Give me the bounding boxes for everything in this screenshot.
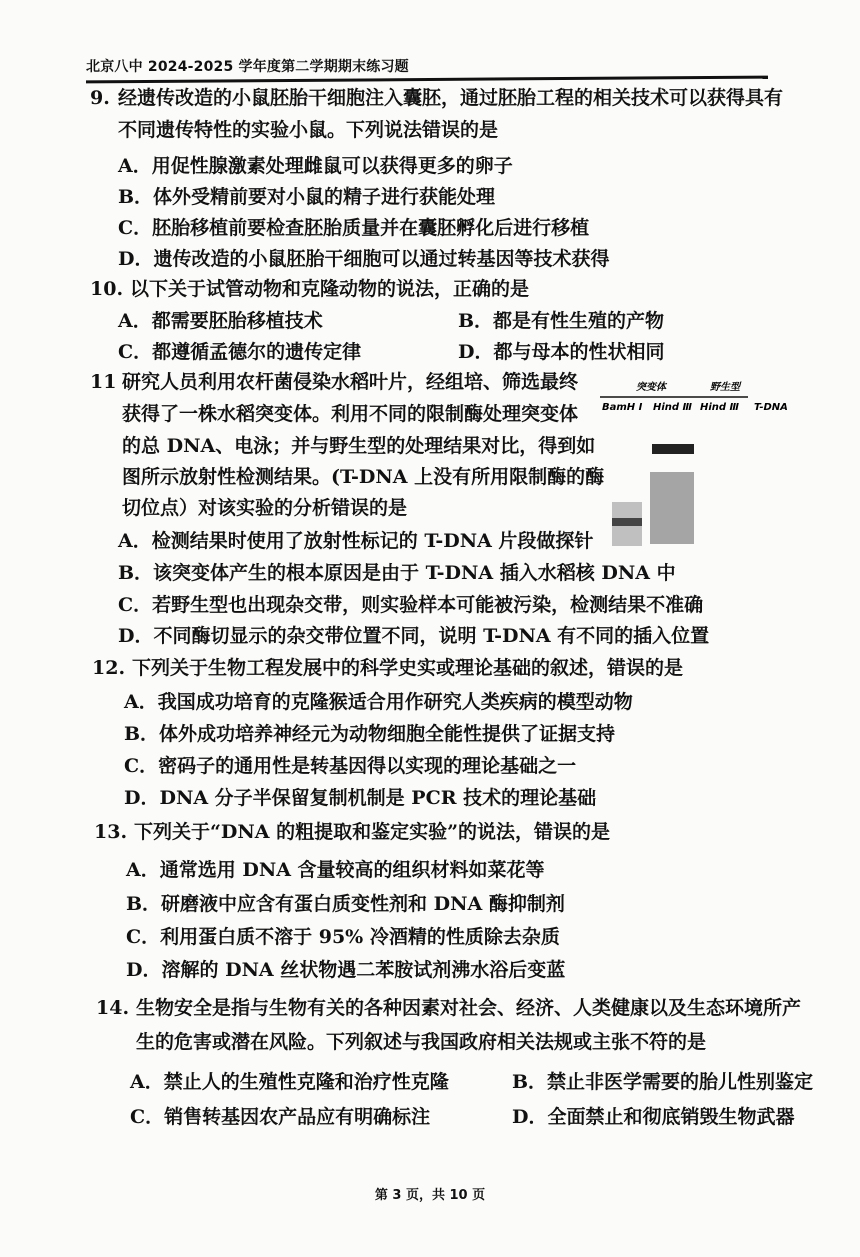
question-11-stem-line-2: 获得了一株水稻突变体。利用不同的限制酶处理突变体 <box>122 403 579 425</box>
gel-group-wildtype: 野生型 <box>710 382 740 393</box>
gel-lane-label-3: Hind Ⅲ <box>700 402 740 413</box>
question-12-number: 12. <box>92 657 126 679</box>
question-14-option-d: D．全面禁止和彻底销毁生物武器 <box>512 1106 795 1128</box>
question-9-stem-line-1: 经遗传改造的小鼠胚胎干细胞注入囊胚，通过胚胎工程的相关技术可以获得具有 <box>118 87 784 109</box>
question-11-option-a: A．检测结果时使用了放射性标记的 T-DNA 片段做探针 <box>118 530 594 552</box>
question-11-option-c: C．若野生型也出现杂交带，则实验样本可能被污染，检测结果不准确 <box>118 594 704 616</box>
question-14-stem-line-1: 生物安全是指与生物有关的各种因素对社会、经济、人类健康以及生态环境所产 <box>136 997 802 1019</box>
gel-group-mutant: 突变体 <box>636 382 666 393</box>
gel-figure <box>598 380 798 555</box>
question-10-option-b: B．都是有性生殖的产物 <box>458 310 665 332</box>
question-9-option-a: A．用促性腺激素处理雌鼠可以获得更多的卵子 <box>118 155 513 177</box>
question-11-option-b: B．该突变体产生的根本原因是由于 T-DNA 插入水稻核 DNA 中 <box>118 562 676 584</box>
gel-band-bamh-mutant <box>612 518 642 526</box>
page-footer: 第 3 页，共 10 页 <box>374 1188 486 1203</box>
question-11-stem-line-4: 图所示放射性检测结果。(T-DNA 上没有所用限制酶的酶 <box>122 466 605 488</box>
question-12-option-a: A．我国成功培育的克隆猴适合用作研究人类疾病的模型动物 <box>124 691 633 713</box>
question-12-option-d: D．DNA 分子半保留复制机制是 PCR 技术的理论基础 <box>124 787 597 809</box>
question-13-number: 13. <box>94 821 128 843</box>
question-12-option-b: B．体外成功培养神经元为动物细胞全能性提供了证据支持 <box>124 723 616 745</box>
question-11-stem-line-3: 的总 DNA、电泳；并与野生型的处理结果对比，得到如 <box>122 435 596 457</box>
gel-lane-label-2: Hind Ⅲ <box>653 402 693 413</box>
header-rule <box>86 76 768 84</box>
gel-band-hind-mutant <box>652 444 694 454</box>
page-header: 北京八中 2024-2025 学年度第二学期期末练习题 <box>86 59 409 75</box>
question-13-option-c: C．利用蛋白质不溶于 95% 冷酒精的性质除去杂质 <box>126 926 560 948</box>
question-14-option-b: B．禁止非医学需要的胎儿性别鉴定 <box>512 1071 814 1093</box>
question-9-option-b: B．体外受精前要对小鼠的精子进行获能处理 <box>118 186 496 208</box>
question-9-option-c: C．胚胎移植前要检查胚胎质量并在囊胚孵化后进行移植 <box>118 217 590 239</box>
question-11-option-d: D．不同酶切显示的杂交带位置不同，说明 T-DNA 有不同的插入位置 <box>118 625 710 647</box>
gel-lane-label-1: BamH Ⅰ <box>602 402 643 413</box>
question-13-option-d: D．溶解的 DNA 丝状物遇二苯胺试剂沸水浴后变蓝 <box>126 959 566 981</box>
question-10-number: 10. <box>90 278 124 300</box>
question-9-number: 9. <box>90 87 110 109</box>
question-13-option-a: A．通常选用 DNA 含量较高的组织材料如菜花等 <box>126 859 545 881</box>
question-10-option-c: C．都遵循孟德尔的遗传定律 <box>118 341 362 363</box>
question-9-option-d: D．遗传改造的小鼠胚胎干细胞可以通过转基因等技术获得 <box>118 248 610 270</box>
question-14-option-c: C．销售转基因农产品应有明确标注 <box>130 1106 431 1128</box>
question-11-stem-line-1: 研究人员利用农杆菌侵染水稻叶片，经组培、筛选最终 <box>122 371 579 393</box>
question-14-stem-line-2: 生的危害或潜在风险。下列叙述与我国政府相关法规或主张不符的是 <box>136 1031 707 1053</box>
question-9-stem-line-2: 不同遗传特性的实验小鼠。下列说法错误的是 <box>118 119 499 141</box>
question-14-option-a: A．禁止人的生殖性克隆和治疗性克隆 <box>130 1071 449 1093</box>
question-10-stem: 以下关于试管动物和克隆动物的说法，正确的是 <box>130 278 530 300</box>
question-13-option-b: B．研磨液中应含有蛋白质变性剂和 DNA 酶抑制剂 <box>126 893 565 915</box>
gel-side-label: T-DNA <box>754 402 788 413</box>
gel-smear-lane-2 <box>650 472 694 544</box>
question-10-option-d: D．都与母本的性状相同 <box>458 341 665 363</box>
question-11-stem-line-5: 切位点）对该实验的分析错误的是 <box>122 497 408 519</box>
question-13-stem: 下列关于“DNA 的粗提取和鉴定实验”的说法，错误的是 <box>134 821 611 843</box>
question-10-option-a: A．都需要胚胎移植技术 <box>118 310 323 332</box>
question-14-number: 14. <box>96 997 130 1019</box>
question-12-stem: 下列关于生物工程发展中的科学史实或理论基础的叙述，错误的是 <box>132 657 684 679</box>
question-11-number: 11 <box>90 371 117 393</box>
question-12-option-c: C．密码子的通用性是转基因得以实现的理论基础之一 <box>124 755 577 777</box>
